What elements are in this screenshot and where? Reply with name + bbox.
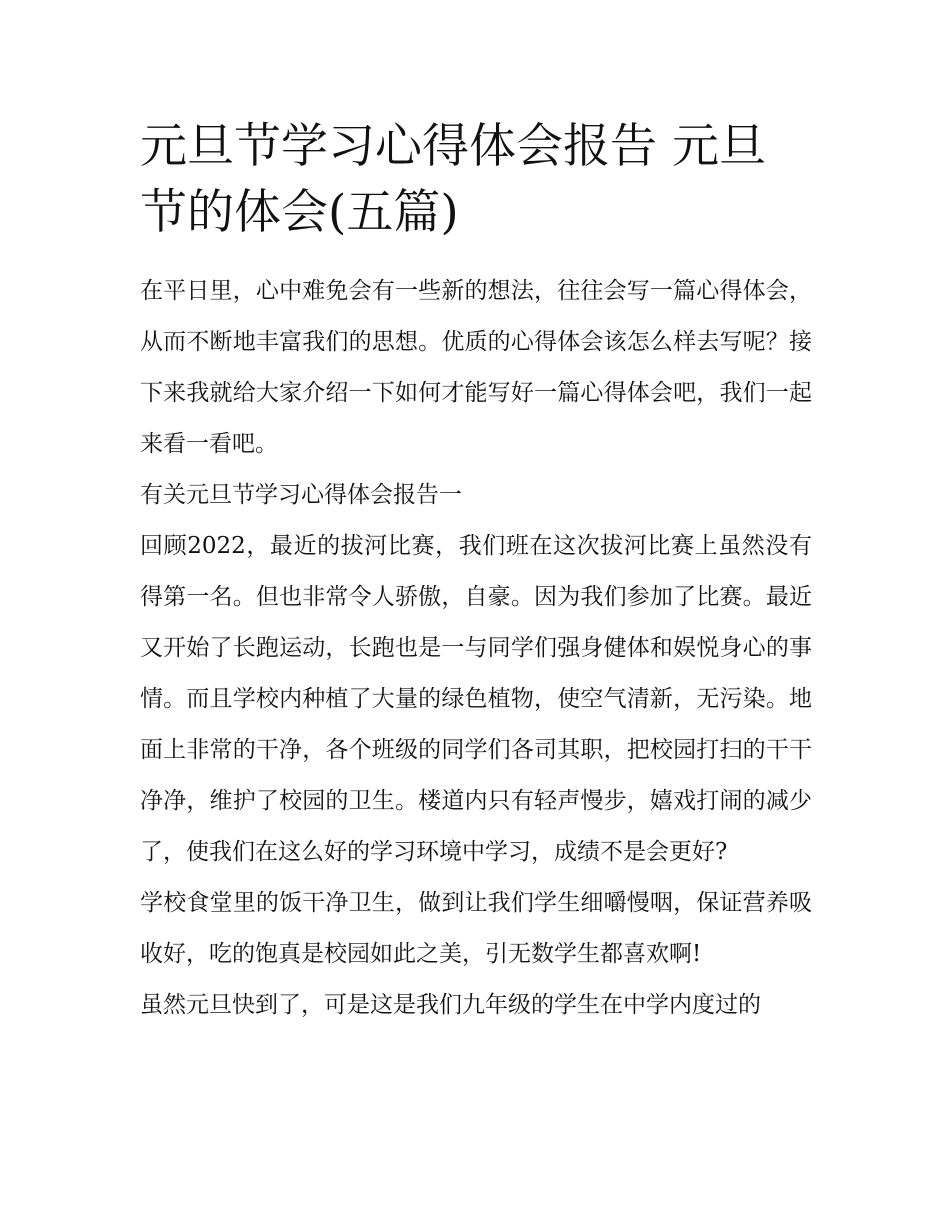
body-paragraph: 虽然元旦快到了，可是这是我们九年级的学生在中学内度过的 xyxy=(140,992,761,1018)
document-title: 元旦节学习心得体会报告 元旦节的体会(五篇) xyxy=(140,119,766,240)
intro-paragraph: 在平日里，心中难免会有一些新的想法，往往会写一篇心得体会，从而不断地丰富我们的思想。优质的心得体会该怎么样去写呢？接下来我就给大家介绍一下如何才能写好一篇心得体会吧，我们一起来看一看吧。 xyxy=(140,278,812,457)
body-paragraph: 回顾2022，最近的拔河比赛，我们班在这次拔河比赛上虽然没有得第一名。但也非常令人骄傲，自豪。因为我们参加了比赛。最近又开始了长跑运动，长跑也是一与同学们强身健体和娱悦身心的事情。而且学校内种植了大量的绿色植物，使空气清新，无污染。地面上非常的干净，各个班级的同学们各司其职，把校园打扫的干干净净，维护了校园的卫生。楼道内只有轻声慢步，嬉戏打闹的减少了，使我们在这么好的学习环境中学习，成绩不是会更好? xyxy=(140,533,812,865)
document-body xyxy=(140,266,812,1031)
document-content xyxy=(140,114,812,1031)
section-heading: 有关元旦节学习心得体会报告一 xyxy=(140,482,462,508)
body-paragraph: 学校食堂里的饭干净卫生，做到让我们学生细嚼慢咽，保证营养吸收好，吃的饱真是校园如此之美，引无数学生都喜欢啊! xyxy=(140,890,812,967)
